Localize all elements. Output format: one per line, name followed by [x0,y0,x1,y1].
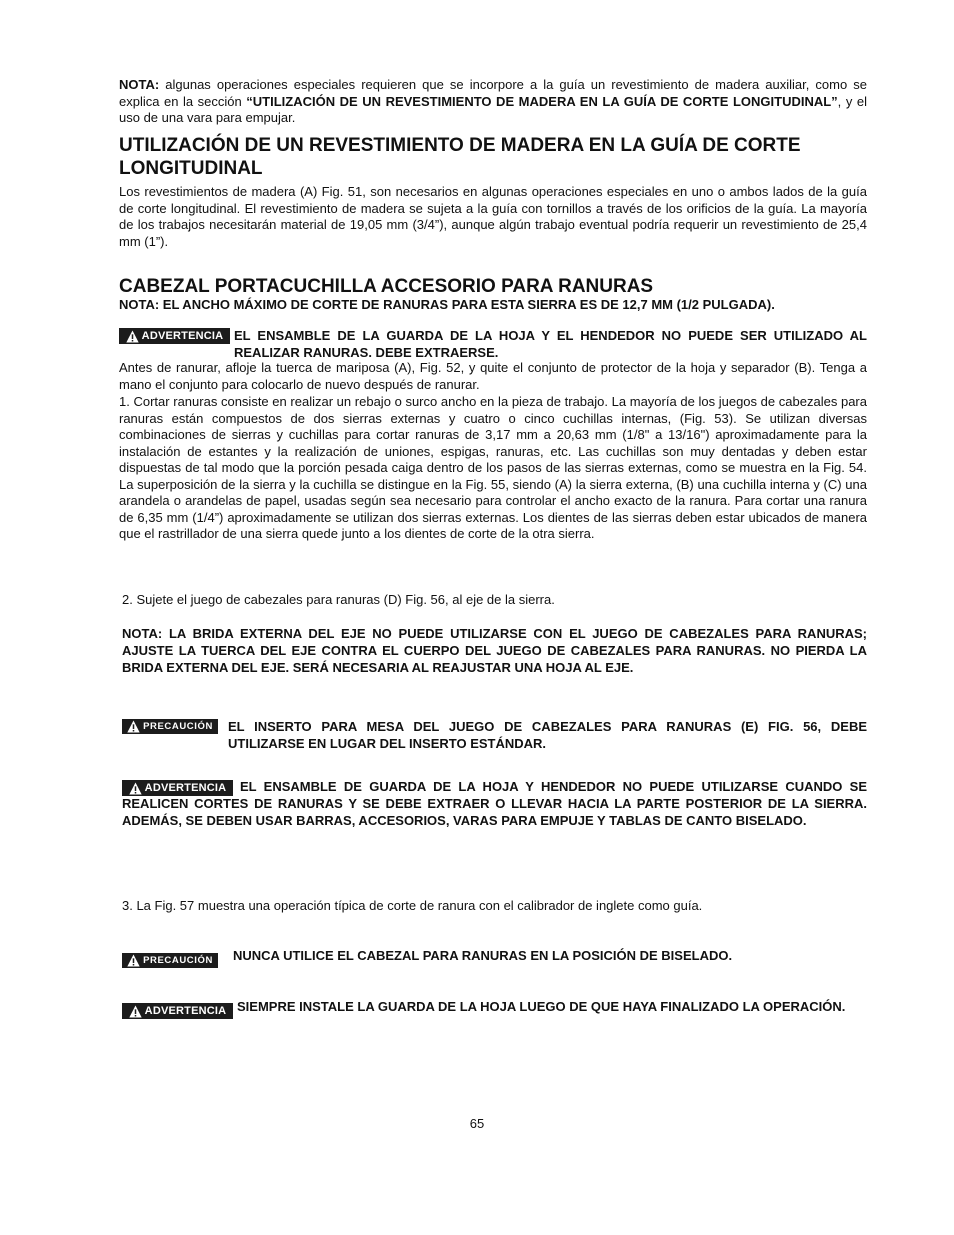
precaucion-label: PRECAUCIÓN [143,721,213,732]
note-paragraph [119,77,867,127]
note-max-width-text: NOTA: EL ANCHO MÁXIMO DE CORTE DE RANURAS PARA ESTA SIERRA ES DE 12,7 MM (1/2 PULGADA). [119,297,775,312]
warning-triangle-icon [126,330,139,343]
note-flange-text: NOTA: LA BRIDA EXTERNA DEL EJE NO PUEDE UTILIZARSE CON EL JUEGO DE CABEZALES PARA RANURAS; AJUSTE LA TUERCA DEL EJE CONTRA EL CUERPO DEL JUEGO DE CABEZALES PARA RANURAS. NO PIERDA LA BRIDA EXTERNA DEL EJE. SERÁ NECESARIA AL REAJUSTAR UNA HOJA AL EJE. [122,626,867,675]
page-number: 65 [469,1116,485,1131]
precaucion-badge [122,719,218,734]
antes-paragraph: Antes de ranurar, afloje la tuerca de mariposa (A), Fig. 52, y quite el conjunto de protector de la hoja y separador (B). Tenga a mano el conjunto para colocarlo de nuevo después de ranurar. [119,360,867,392]
warning-triangle-icon [127,720,140,733]
caution-2-text: NUNCA UTILICE EL CABEZAL PARA RANURAS EN LA POSICIÓN DE BISELADO. [233,948,733,963]
advertencia-label: ADVERTENCIA [141,330,224,342]
note-section-quote: “UTILIZACIÓN DE UN REVESTIMIENTO DE MADERA EN LA GUÍA DE CORTE LONGITUDINAL” [246,93,838,109]
note-text-2: , y el uso de una vara para empujar. [119,93,867,125]
note-label: NOTA: [119,77,160,92]
note-auxiliary-facing [119,77,867,127]
warning-triangle-icon [129,782,142,795]
step-2-paragraph: 2. Sujete el juego de cabezales para ranuras (D) Fig. 56, al eje de la sierra. [122,592,555,607]
warning-block-3 [122,998,867,1015]
step-2-block [122,592,867,609]
step-3-paragraph: 3. La Fig. 57 muestra una operación típica de corte de ranura con el calibrador de inglete como guía. [122,898,703,913]
facing-paragraph: Los revestimientos de madera (A) Fig. 51, son necesarios en algunas operaciones especiales en uno o ambos lados de la guía de corte longitudinal. El revestimiento de madera se sujeta a la guía con tornillos a través de los orificios de la guía. La mayoría de los trabajos necesitarán material de 19,05 mm (3/4”), aunque algún trabajo eventual podría requerir un revestimiento de 25,4 mm (1”). [119,184,867,249]
advertencia-label: ADVERTENCIA [144,782,227,794]
advertencia-label: ADVERTENCIA [144,1005,227,1017]
step-3-block [122,898,867,915]
heading-cabezal: CABEZAL PORTACUCHILLA ACCESORIO PARA RANURAS [119,276,654,297]
section-heading-dado [119,275,867,298]
advertencia-badge [122,1003,233,1019]
heading-utilizacion: UTILIZACIÓN DE UN REVESTIMIENTO DE MADERA EN LA GUÍA DE CORTE LONGITUDINAL [119,135,801,179]
precaucion-badge [122,953,218,968]
precaucion-label: PRECAUCIÓN [143,955,213,966]
warning-1-text: EL ENSAMBLE DE LA GUARDA DE LA HOJA Y EL HENDEDOR NO PUEDE SER UTILIZADO AL REALIZAR RANURAS. DEBE EXTRAERSE. [234,328,867,360]
caution-block-1 [122,718,867,752]
antes-block [119,360,867,393]
advertencia-badge [122,780,233,796]
step-1-paragraph: 1. Cortar ranuras consiste en realizar un rebajo o surco ancho en la pieza de trabajo. La mayoría de los juegos de cabezales para ranuras están compuestos de dos sierras externas y cuatro o cinco cuchillas internas, (Fig. 53). Se utilizan diversas combinaciones de sierras y cuchillas para cortar ranuras de 3,17 mm a 20,63 mm (1/8" a 13/16") aproximadamente para la instalación de estantes y la realización de uniones, espigas, ranuras, etc. Las cuchillas son muy dentadas y deben estar dispuestas de tal modo que la porción pesada caiga dentro de los pasos de las sierras externas, como se muestra en la Fig. 54. La superposición de la sierra y la cuchilla se distingue en la Fig. 55, siendo (A) la sierra externa, (B) una cuchilla interna y (C) una arandela o arandelas de papel, usadas según sea necesario para controlar el ancho exacto de la ranura. Para cortar una ranura de 6,35 mm (1/4”) aproximadamente se utilizan dos sierras externas. Los dientes de las sierras deben estar ubicados de manera que el rastrillador de una sierra quede junto a los dientes de corte de la otra sierra. [119,394,867,541]
warning-triangle-icon [129,1005,142,1018]
caution-block-2 [122,947,867,964]
warning-triangle-icon [127,954,140,967]
step-1-block [119,394,867,543]
warning-3-text: SIEMPRE INSTALE LA GUARDA DE LA HOJA LUEGO DE QUE HAYA FINALIZADO LA OPERACIÓN. [237,999,846,1014]
note-text-1: algunas operaciones especiales requieren que se incorpore a la guía un revestimiento de madera auxiliar, como se explica en la sección [119,77,867,109]
caution-1-text: EL INSERTO PARA MESA DEL JUEGO DE CABEZALES PARA RANURAS (E) FIG. 56, DEBE UTILIZARSE EN LUGAR DEL INSERTO ESTÁNDAR. [228,719,867,751]
warning-block-2 [122,778,867,829]
note-flange-block [122,625,867,676]
warning-block-1 [119,327,867,361]
warning-2-text: EL ENSAMBLE DE GUARDA DE LA HOJA Y HENDEDOR NO PUEDE UTILIZARSE CUANDO SE REALICEN CORTES DE RANURAS Y SE DEBE EXTRAER O LLEVAR HACIA LA PARTE POSTERIOR DE LA SIERRA. ADEMÁS, SE DEBEN USAR BARRAS, ACCESORIOS, VARAS PARA EMPUJE Y TABLAS DE CANTO BISELADO. [122,779,867,828]
section-body-facing [119,184,867,250]
section-heading-facing [119,134,867,180]
advertencia-badge [119,328,230,344]
note-max-width [119,297,867,314]
